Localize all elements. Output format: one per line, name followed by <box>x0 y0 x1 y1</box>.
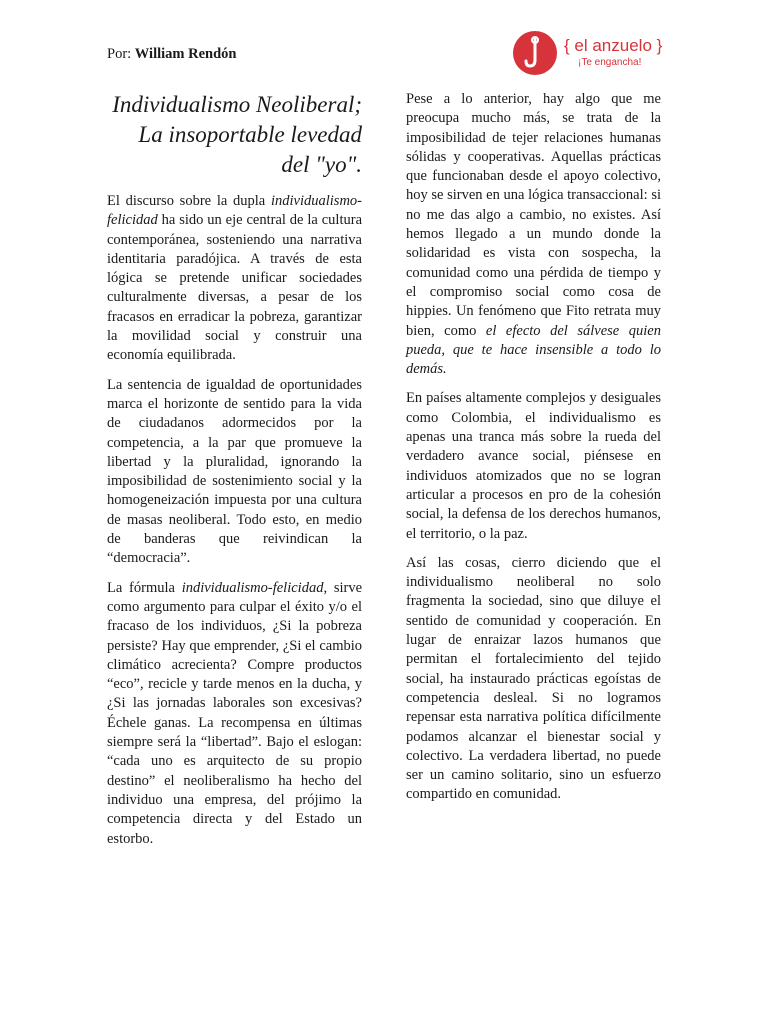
paragraph: En países altamente complejos y desiguales como Colombia, el individualismo es apenas una tranca más sobre la rueda del verdadero avance social, piénsese en individuos atomizados que no se logran articular a procesos en pro de la cohesión social, la defensa de los derechos humanos, el territorio, o la paz. <box>406 390 661 542</box>
right-column <box>406 90 661 815</box>
paragraph: El discurso sobre la dupla individualismo-felicidad ha sido un eje central de la cultura contemporánea, sosteniendo una narrativa identitaria paradójica. A través de esta lógica se pretende unificar sociedades culturalmente diversas, a pesar de los fracasos en erradicar la pobreza, garantizar la movilidad social y construir una economía equilibrada. <box>107 193 362 364</box>
paragraph: La sentencia de igualdad de oportunidades marca el horizonte de sentido para la vida de ciudadanos adormecidos por la competencia, a la par que promueve la libertad y la pluralidad, ignorando la imposibilidad de sostenimiento social y la homogeneización impuesta por una cultura de masas neoliberal. Todo esto, en medio de banderas que reivindican la “democracia”. <box>107 376 362 567</box>
brand-logo <box>512 30 672 78</box>
byline <box>107 46 236 63</box>
fishhook-logo-icon <box>512 30 558 76</box>
paragraph: Pese a lo anterior, hay algo que me preocupa mucho más, se trata de la imposibilidad de tejer relaciones humanas sólidas y cooperativas. Aquellas prácticas que funcionaban desde el apoyo colectivo, hoy se sirven en una lógica transaccional: si no me das algo a cambio, no existes. Así hemos llegado a un mundo donde la solidaridad es vista con sospecha, la comunidad como una pérdida de tiempo y el compromiso social como cosa de hippies. Un fenómeno que Fito retrata muy bien, como el efecto del sálvese quien pueda, que te hace insensible a todo lo demás. <box>406 91 661 378</box>
paragraph: Así las cosas, cierro diciendo que el individualismo neoliberal no solo fragmenta la sociedad, sino que diluye el sentido de comunidad y cooperación. En lugar de enraizar lazos humanos que permitan el fortalecimiento del tejido social, ha instaurado prácticas egoístas de competencia desleal. Si no logramos repensar esta narrativa política difícilmente podamos alcanzar el bienestar social y colectivo. La verdadera libertad, no puede ser un camino solitario, sino un esfuerzo compartido en comunidad. <box>406 554 661 803</box>
author-name: William Rendón <box>134 46 237 62</box>
byline-prefix: Por: <box>107 46 132 62</box>
left-column <box>107 90 362 859</box>
logo-wordmark: { el anzuelo } <box>564 36 663 55</box>
logo-tagline: ¡Te engancha! <box>578 57 642 68</box>
article-title: Individualismo Neoliberal; La insoportable levedad del "yo". <box>112 92 362 177</box>
paragraph: La fórmula individualismo-felicidad, sirve como argumento para culpar el éxito y/o el fracaso de los individuos, ¿Si la pobreza persiste? Hay que emprender, ¿Si el cambio climático acrecienta? Compre productos “eco”, recicle y tarde menos en la ducha, y ¿Si las jornadas laborales son excesivas? Échele ganas. La recompensa en últimas siempre será la “libertad”. Bajo el eslogan: “cada uno es arquitecto de su propio destino” el neoliberalismo ha hecho del individuo una empresa, del prójimo la competencia directa y del Estado un estorbo. <box>107 579 363 847</box>
